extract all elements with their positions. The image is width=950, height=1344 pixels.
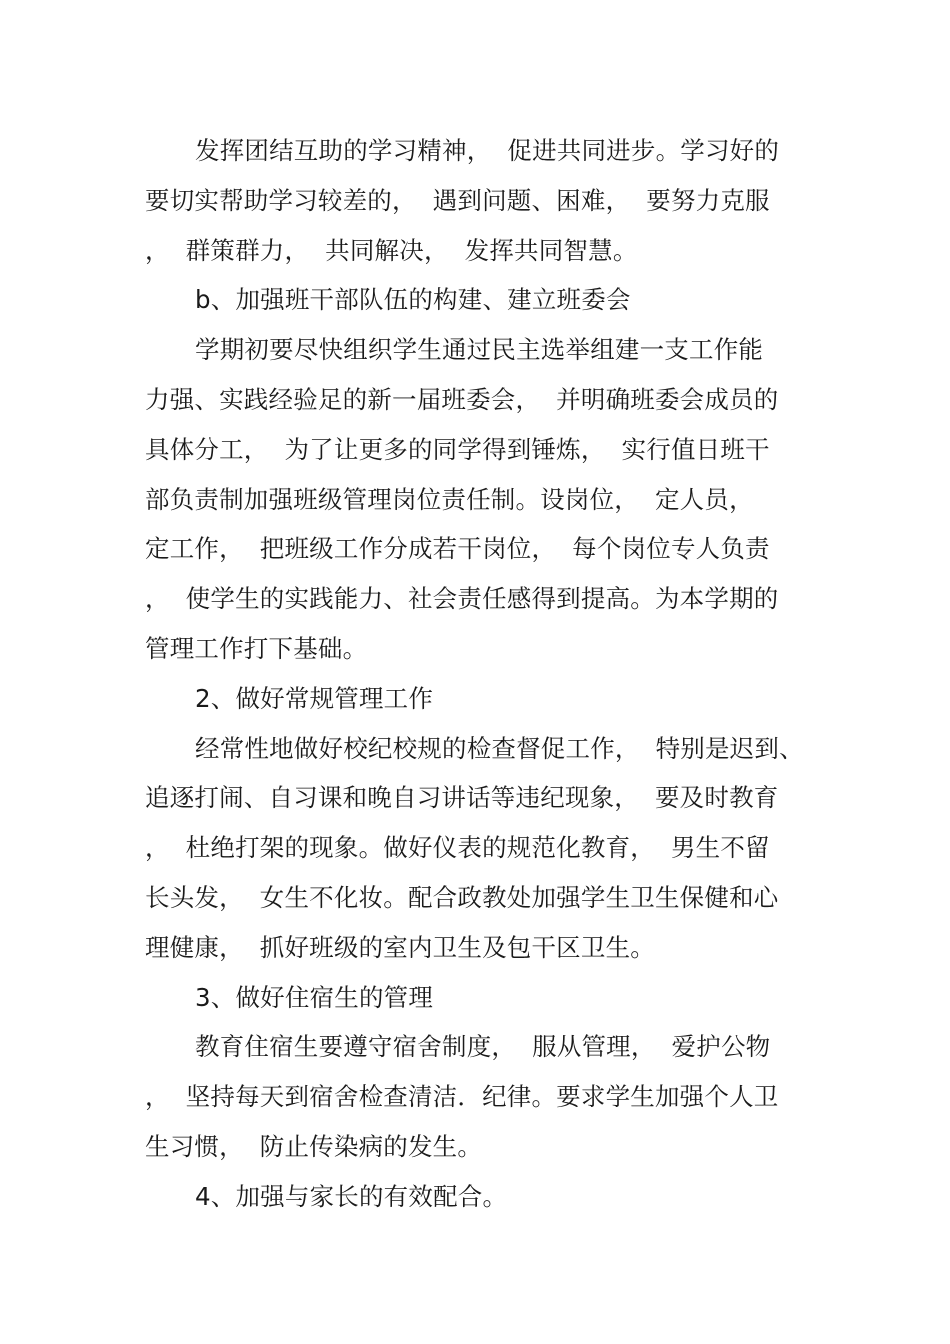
paragraph-line: 具体分工， 为了让更多的同学得到锤炼， 实行值日班干: [145, 434, 770, 464]
section-heading-2: 2、做好常规管理工作: [195, 683, 434, 713]
section-heading-b: b、加强班干部队伍的构建、建立班委会: [195, 285, 631, 315]
paragraph-line: 管理工作打下基础。: [145, 633, 368, 663]
section-heading-3: 3、做好住宿生的管理: [195, 982, 434, 1012]
paragraph-line: ， 坚持每天到宿舍检查清洁．纪律。要求学生加强个人卫: [145, 1082, 779, 1112]
paragraph-line: 发挥团结互助的学习精神， 促进共同进步。学习好的: [195, 136, 780, 165]
paragraph-line: 长头发， 女生不化妆。配合政教处加强学生卫生保健和心: [145, 882, 779, 912]
paragraph-line: 理健康， 抓好班级的室内卫生及包干区卫生。: [145, 932, 655, 962]
paragraph-line: 力强、实践经验足的新一届班委会， 并明确班委会成员的: [145, 384, 779, 414]
paragraph-line: 部负责制加强班级管理岗位责任制。设岗位， 定人员，: [145, 484, 754, 514]
section-heading-4: 4、加强与家长的有效配合。: [195, 1181, 508, 1211]
paragraph-line: 教育住宿生要遵守宿舍制度， 服从管理， 爱护公物: [195, 1032, 771, 1062]
paragraph-line: 要切实帮助学习较差的， 遇到问题、困难， 要努力克服: [145, 185, 770, 215]
paragraph-line: 定工作， 把班级工作分成若干岗位， 每个岗位专人负责: [145, 534, 770, 564]
paragraph-line: ， 群策群力， 共同解决， 发挥共同智慧。: [145, 235, 638, 265]
document-body: [145, 126, 815, 1222]
paragraph-line: ， 杜绝打架的现象。做好仪表的规范化教育， 男生不留: [145, 833, 770, 863]
paragraph-line: 追逐打闹、自习课和晚自习讲话等违纪现象， 要及时教育: [145, 783, 779, 813]
paragraph-line: 经常性地做好校纪校规的检查督促工作， 特别是迟到、: [195, 733, 804, 763]
paragraph-line: 生习惯， 防止传染病的发生。: [145, 1131, 483, 1161]
paragraph-line: 学期初要尽快组织学生通过民主选举组建一支工作能: [195, 335, 764, 365]
paragraph-line: ， 使学生的实践能力、社会责任感得到提高。为本学期的: [145, 584, 779, 614]
